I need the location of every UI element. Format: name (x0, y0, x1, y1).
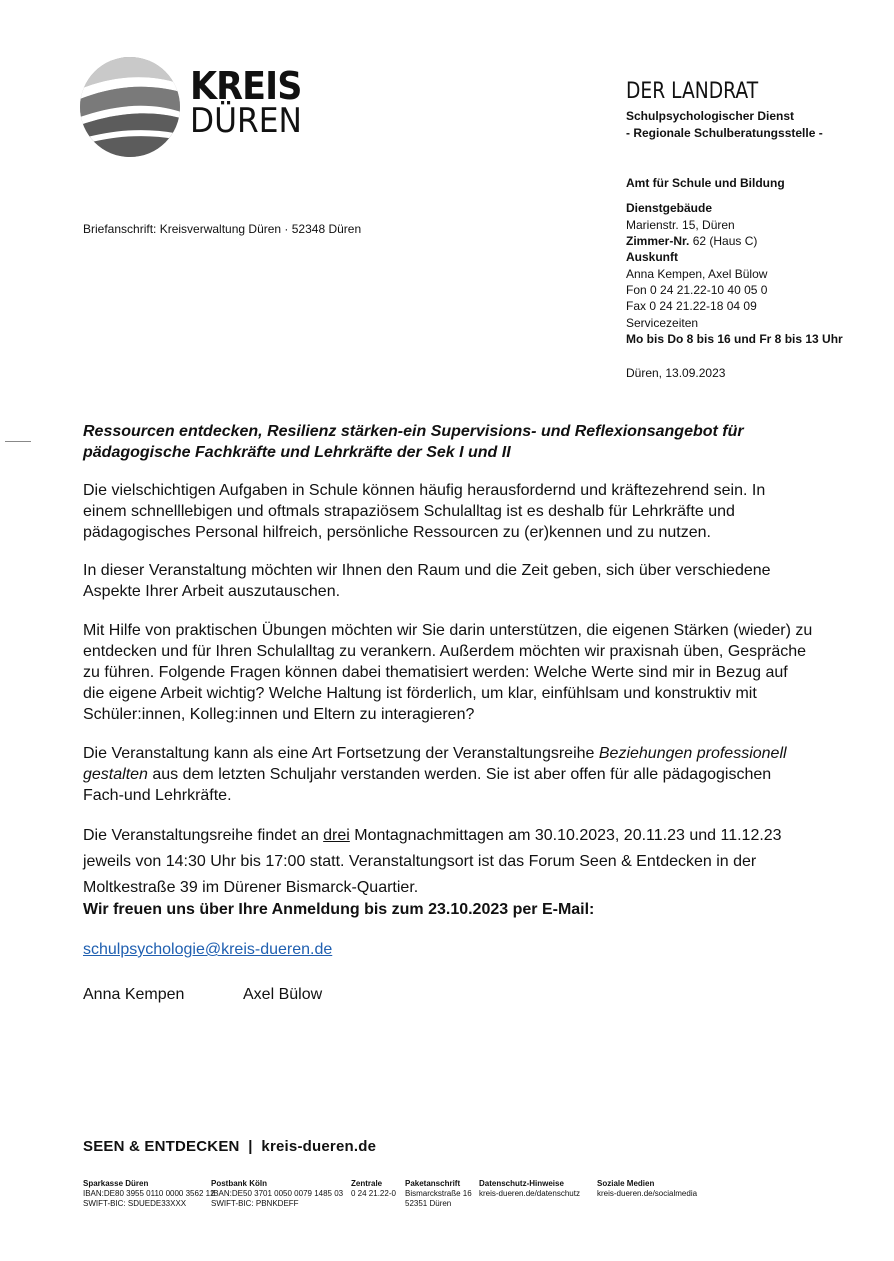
registration-note: Wir freuen uns über Ihre Anmeldung bis zum 23.10.2023 per E-Mail: (83, 901, 595, 918)
logo-word-kreis: KREIS (190, 64, 302, 108)
logo-globe-icon (80, 55, 184, 159)
info-zimmer (626, 233, 757, 249)
paragraph-4-text-b: aus dem letzten Schuljahr verstanden werden. Sie ist aber offen für alle pädagogischen Fach-und Lehrkräfte. (83, 766, 772, 804)
signature-anna-kempen: Anna Kempen (83, 986, 185, 1003)
paragraph-4 (83, 743, 813, 806)
paragraph-4-italic: Beziehungen professionell gestalten (83, 745, 787, 783)
info-fon: Fon 0 24 21.22-10 40 05 0 (626, 283, 768, 297)
info-amt: Amt für Schule und Bildung (626, 176, 785, 190)
paragraph-1: Die vielschichtigen Aufgaben in Schule können häufig herausfordernd und kräftezehrend sein. In einem schnelllebigen und oftmals strapaziösem Schulalltag ist es deshalb für Lehrkräfte und pädagogisches Personal hilfreich, persönliche Ressourcen zu (er)kennen und zu nutzen. (83, 482, 766, 541)
info-service-hours: Mo bis Do 8 bis 16 und Fr 8 bis 13 Uhr (626, 332, 843, 346)
info-zimmer-label: Zimmer-Nr. (626, 234, 690, 248)
footer-col-postbank (211, 1179, 343, 1209)
paragraph-4-text-a: Die Veranstaltung kann als eine Art Fortsetzung der Veranstaltungsreihe (83, 745, 599, 762)
paragraph-5-text-b: Montagnachmittagen am 30.10.2023, 20.11.23 und 11.12.23 jeweils von 14:30 Uhr bis 17:00 statt. Veranstaltungsort ist das Forum Seen & Entdecken in der Moltkestraße 39 im Dürener Bismarck-Quartier. (83, 827, 782, 896)
info-names: Anna Kempen, Axel Bülow (626, 267, 768, 281)
kreis-dueren-logo (80, 55, 300, 160)
email-link[interactable]: schulpsychologie@kreis-dueren.de (83, 941, 333, 958)
paragraph-2: In dieser Veranstaltung möchten wir Ihnen den Raum und die Zeit geben, sich über verschiedene Aspekte Ihrer Arbeit auszutauschen. (83, 562, 771, 600)
footer-col-line: SWIFT-BIC: SDUEDE33XXX (83, 1199, 187, 1208)
header-title: DER LANDRAT (626, 79, 759, 104)
signature-axel-buelow: Axel Bülow (243, 986, 323, 1003)
info-fax: Fax 0 24 21.22-18 04 09 (626, 299, 757, 313)
footer-col-soziale-medien (597, 1179, 697, 1199)
footer-col-line: 52351 Düren (405, 1199, 452, 1208)
letter-title: Ressourcen entdecken, Resilienz stärken-ein Supervisions- und Reflexionsangebot für pädagogische Fachkräfte und Lehrkräfte der Sek I und II (83, 423, 744, 461)
paragraph-5-underline: drei (323, 827, 350, 844)
info-service-label: Servicezeiten (626, 316, 699, 330)
footer-col-zentrale (351, 1179, 396, 1199)
letter-date: Düren, 13.09.2023 (626, 366, 726, 380)
fold-mark (5, 441, 31, 442)
footer-col-line: SWIFT-BIC: PBNKDEFF (211, 1199, 299, 1208)
footer-col-heading: Sparkasse Düren (83, 1179, 149, 1188)
paragraph-3: Mit Hilfe von praktischen Übungen möchten wir Sie darin unterstützen, die eigenen Stärken (wieder) zu entdecken und für Ihren Schulalltag zu verankern. Außerdem möchten wir praxisnah üben, Gespräche zu führen. Folgende Fragen können dabei thematisiert werden: Welche Werte sind mir in Bezug auf die eigene Arbeit wichtig? Welche Haltung ist förderlich, um klar, einfühlsam und konstruktiv mit Schüler:innen, Kolleg:innen und Eltern zu interagieren? (83, 622, 813, 723)
paragraph-5 (83, 823, 813, 901)
footer-col-line: IBAN:DE50 3701 0050 0079 1485 03 (211, 1189, 344, 1198)
footer-col-line: 0 24 21.22-0 (351, 1189, 396, 1198)
info-dienst-label: Dienstgebäude (626, 201, 713, 215)
footer-col-heading: Soziale Medien (597, 1179, 655, 1188)
footer-col-line: IBAN:DE80 3955 0110 0000 3562 12 (83, 1189, 215, 1198)
footer-col-line[interactable]: kreis-dueren.de/socialmedia (597, 1189, 698, 1198)
header-dept: Schulpsychologischer Dienst (626, 109, 795, 123)
logo-word-dueren: DÜREN (190, 101, 302, 141)
info-street: Marienstr. 15, Düren (626, 218, 735, 232)
footer-col-line: Bismarckstraße 16 (405, 1189, 472, 1198)
info-auskunft-label: Auskunft (626, 250, 678, 264)
footer-col-heading: Paketanschrift (405, 1179, 461, 1188)
footer-col-sparkasse (83, 1179, 215, 1209)
footer-col-heading: Zentrale (351, 1179, 383, 1188)
footer-brand: SEEN & ENTDECKEN | kreis-dueren.de (83, 1138, 377, 1155)
footer-col-datenschutz (479, 1179, 580, 1199)
header-subdept: - Regionale Schulberatungsstelle - (626, 126, 823, 140)
footer-col-heading: Postbank Köln (211, 1179, 268, 1188)
info-zimmer-value: 62 (Haus C) (692, 234, 758, 248)
paragraph-5-text-a: Die Veranstaltungsreihe findet an (83, 827, 324, 844)
footer-col-heading: Datenschutz-Hinweise (479, 1179, 564, 1188)
footer-col-line[interactable]: kreis-dueren.de/datenschutz (479, 1189, 580, 1198)
footer-col-paketanschrift (405, 1179, 472, 1209)
return-address: Briefanschrift: Kreisverwaltung Düren · 52348 Düren (83, 222, 362, 236)
